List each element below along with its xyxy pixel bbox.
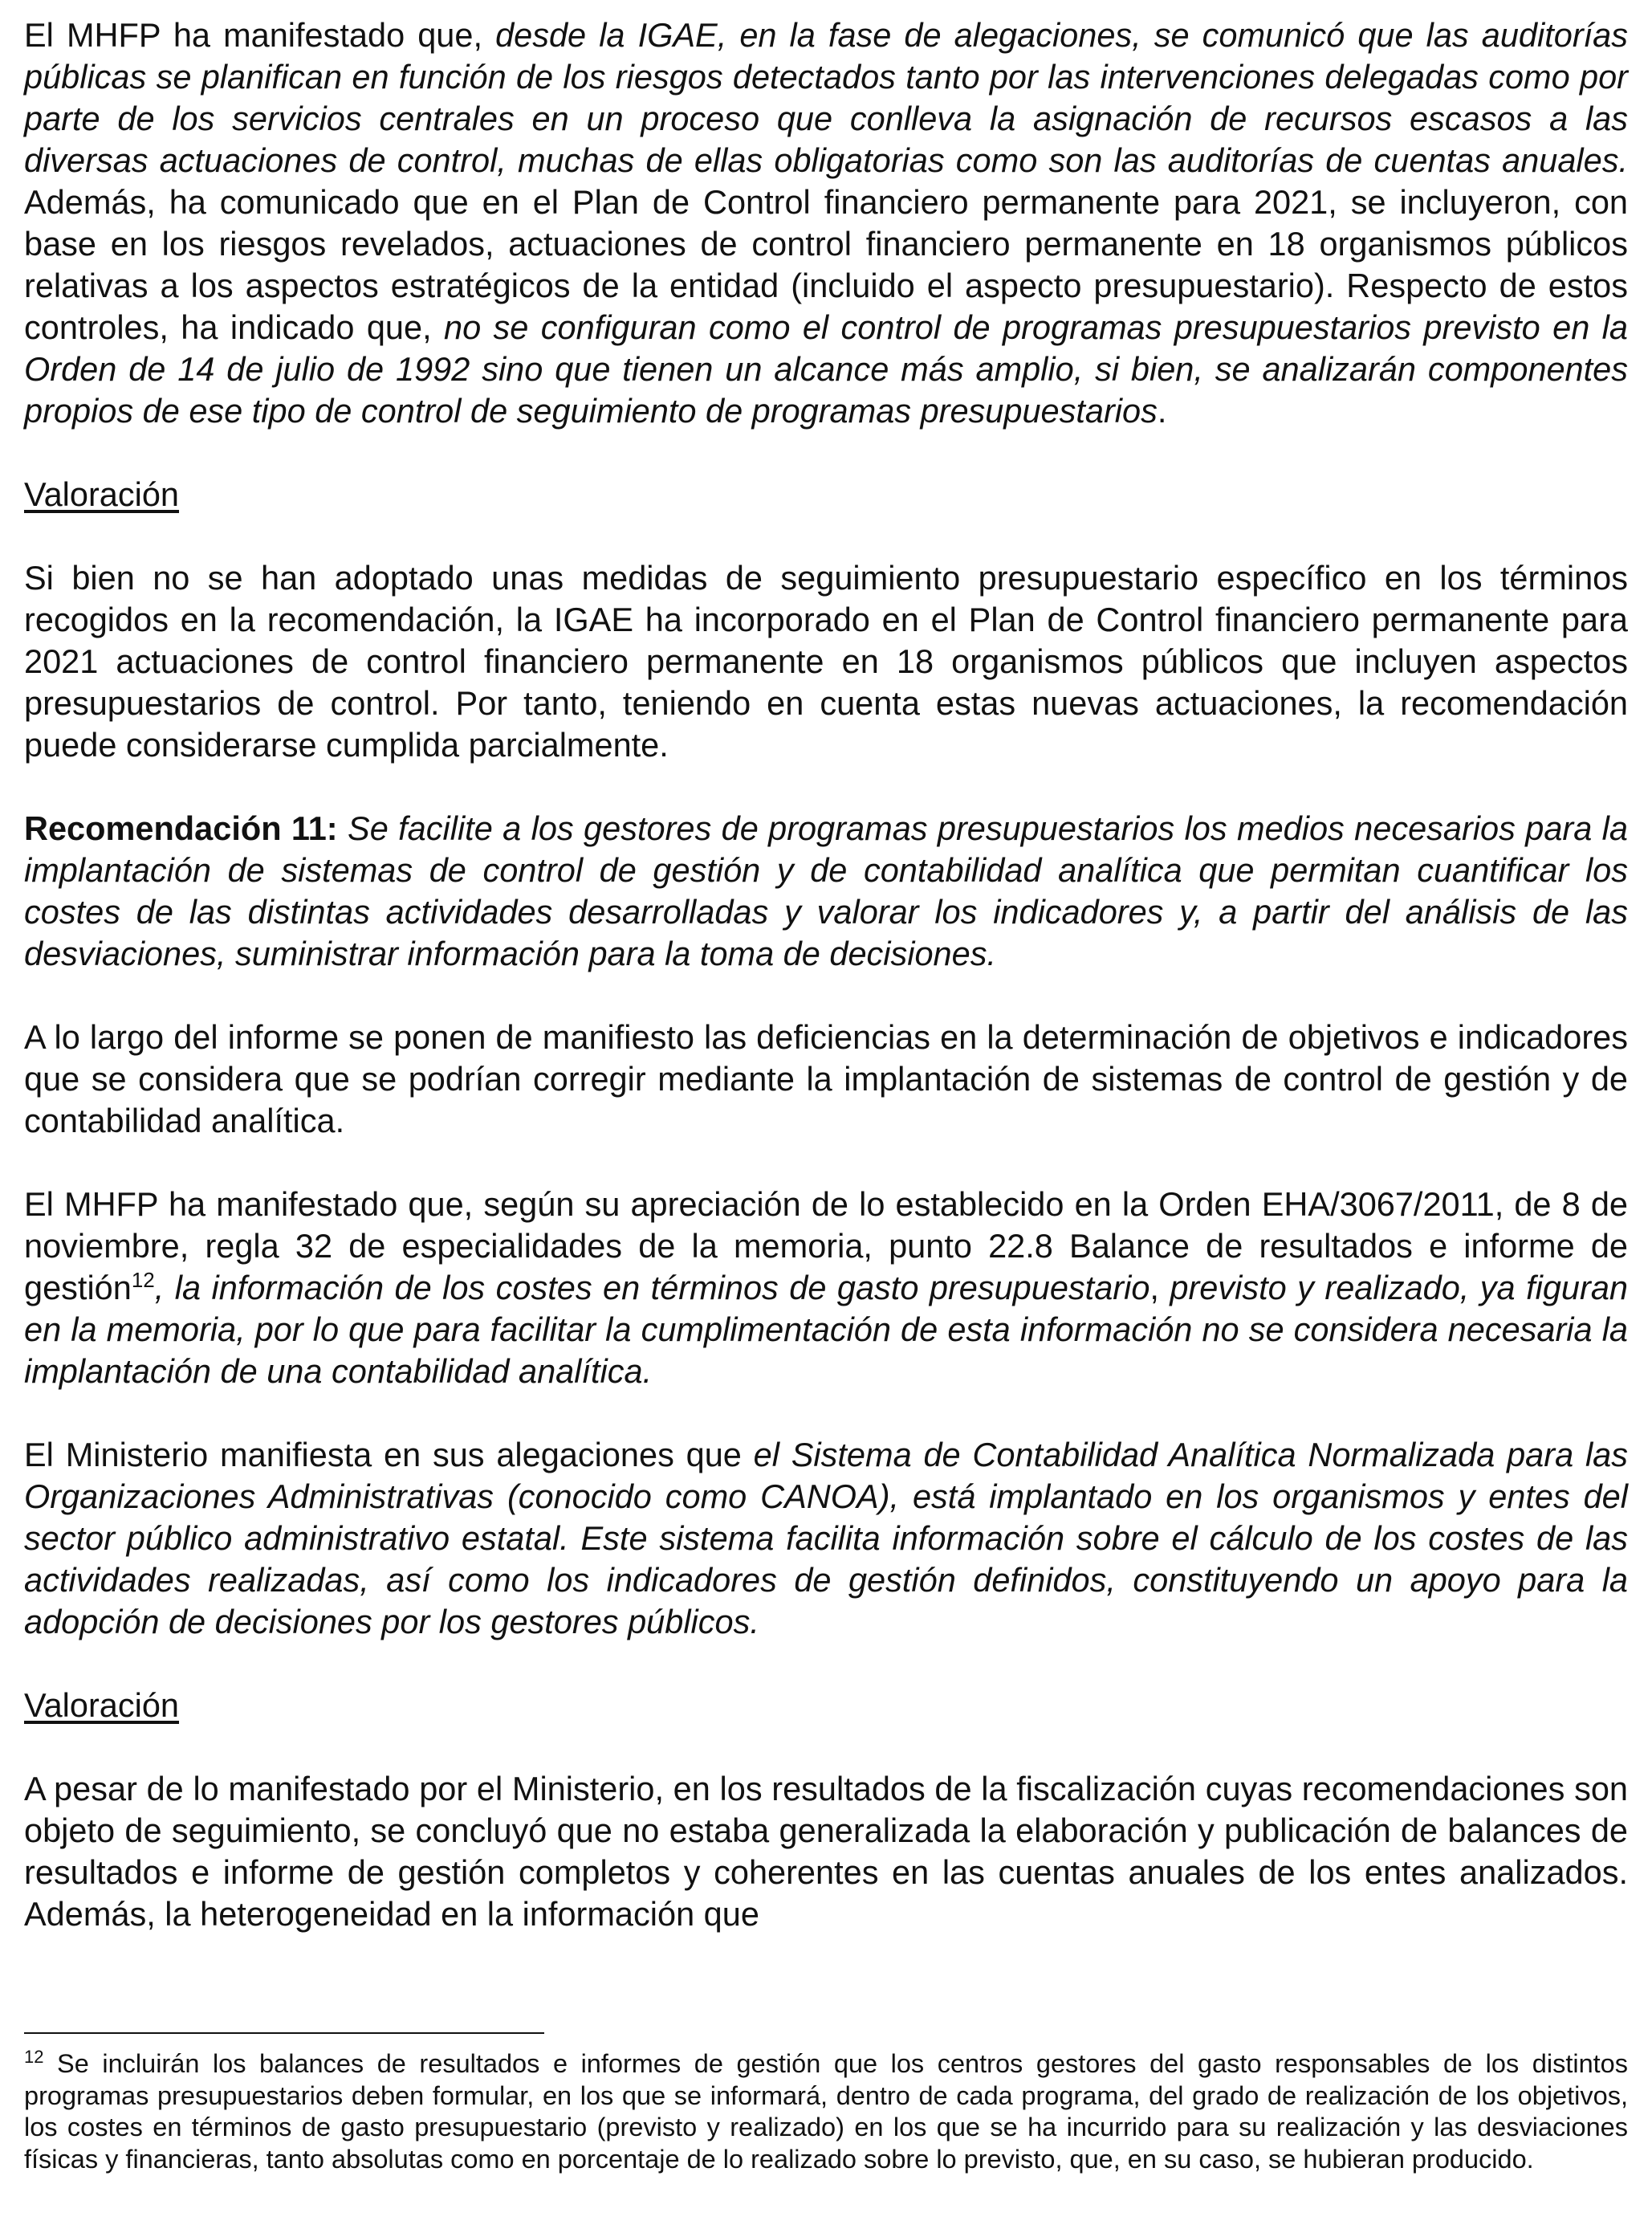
paragraph-valoracion-1: Si bien no se han adoptado unas medidas de seguimiento presupuestario específico en los términos recogidos en la recomendación, la IGAE ha incorporado en el Plan de Control financiero permanente para 2021 actuaciones de control financiero permanente en 18 organismos públicos que incluyen aspectos presupuestarios de control. Por tanto, teniendo en cuenta estas nuevas actuaciones, la recomendación puede considerarse cumplida parcialmente. bbox=[24, 559, 1628, 764]
quoted-text: desde la IGAE, en la fase de alegaciones, se comunicó que las auditorías públicas se planifican en función de los riesgos detectados tanto por las intervenciones delegadas como por parte de los servicios centrales en un proceso que conlleva la asignación de recursos escasos a las diversas actuaciones de control, muchas de ellas obligatorias como son las auditorías de cuentas anuales. bbox=[24, 16, 1628, 179]
footnote-separator bbox=[24, 2032, 544, 2034]
footnote-text bbox=[24, 2048, 1628, 2175]
paragraph-mhfp-audits bbox=[24, 14, 1628, 432]
recommendation-text: Se facilite a los gestores de programas presupuestarios los medios necesarios para la implantación de sistemas de control de gestión y de contabilidad analítica que permitan cuantificar los costes de las distintas actividades desarrolladas y valorar los indicadores y, a partir del análisis de las desviaciones, suministrar información para la toma de decisiones. bbox=[24, 809, 1628, 972]
recommendation-11 bbox=[24, 808, 1628, 975]
paragraph-text: El MHFP ha manifestado que, según su apreciación de lo establecido en la Orden EHA/3067/2011, de 8 de noviembre, regla 32 de especialidades de la memoria, punto 22.8 Balance de resultados e informe de gestión bbox=[24, 1185, 1628, 1306]
paragraph-text: Además, ha comunicado que en el Plan de Control financiero permanente para 2021, se incluyeron, con base en los riesgos revelados, actuaciones de control financiero permanente en 18 organismos públicos relativas a los aspectos estratégicos de la entidad (incluido el aspecto presupuestario). Respecto de estos controles, ha indicado que, bbox=[24, 183, 1628, 346]
paragraph-text: El MHFP ha manifestado que, bbox=[24, 16, 496, 54]
footnote-12 bbox=[24, 2048, 1628, 2175]
quoted-text: , la información de los costes en términos de gasto presupuestario bbox=[154, 1269, 1150, 1306]
footnote-body: Se incluirán los balances de resultados e informes de gestión que los centros gestores del gasto responsables de los distintos programas presupuestarios deben formular, en los que se informará, dentro de cada programa, del grado de realización de los objetivos, los costes en términos de gasto presupuestario (previsto y realizado) en los que se ha incurrido para su realización y las desviaciones físicas y financieras, tanto absolutas como en porcentaje de lo realizado sobre lo previsto, que, en su caso, se hubieran producido. bbox=[24, 2049, 1628, 2174]
quoted-text: previsto y realizado, ya figuran en la memoria, por lo que para facilitar la cumplimentación de esta información no se considera necesaria la implantación de una contabilidad analítica. bbox=[24, 1269, 1628, 1390]
paragraph-text: , bbox=[1149, 1269, 1170, 1306]
footnote-reference[interactable]: 12 bbox=[131, 1268, 155, 1293]
paragraph-ministerio-canoa bbox=[24, 1434, 1628, 1643]
quoted-text: no se configuran como el control de programas presupuestarios previsto en la Orden de 14 de julio de 1992 sino que tienen un alcance más amplio, si bien, se analizarán componentes propios de ese tipo de control de seguimiento de programas presupuestarios bbox=[24, 308, 1628, 430]
paragraph-text: . bbox=[1157, 392, 1167, 430]
quoted-text: el Sistema de Contabilidad Analítica Normalizada para las Organizaciones Administrativas (conocido como CANOA), está implantado en los organismos y entes del sector público administrativo estatal. Este sistema facilita información sobre el cálculo de los costes de las actividades realizadas, así como los indicadores de gestión definidos, constituyendo un apoyo para la adopción de decisiones por los gestores públicos. bbox=[24, 1436, 1628, 1640]
paragraph-deficiencies: A lo largo del informe se ponen de manifiesto las deficiencias en la determinación de objetivos e indicadores que se considera que se podrían corregir mediante la implantación de sistemas de control de gestión y de contabilidad analítica. bbox=[24, 1018, 1628, 1139]
recommendation-label: Recomendación 11: bbox=[24, 809, 338, 847]
paragraph-text: El Ministerio manifiesta en sus alegaciones que bbox=[24, 1436, 754, 1473]
paragraph-valoracion-2: A pesar de lo manifestado por el Ministerio, en los resultados de la fiscalización cuyas recomendaciones son objeto de seguimiento, se concluyó que no estaba generalizada la elaboración y publicación de balances de resultados e informe de gestión completos y coherentes en las cuentas anuales de los entes analizados. Además, la heterogeneidad en la información que bbox=[24, 1770, 1628, 1933]
section-heading-valoracion-2: Valoración bbox=[24, 1686, 180, 1724]
footnote-number: 12 bbox=[24, 2047, 44, 2068]
document-body bbox=[24, 14, 1628, 1935]
paragraph-mhfp-memoria bbox=[24, 1184, 1628, 1392]
section-heading-valoracion: Valoración bbox=[24, 475, 180, 513]
